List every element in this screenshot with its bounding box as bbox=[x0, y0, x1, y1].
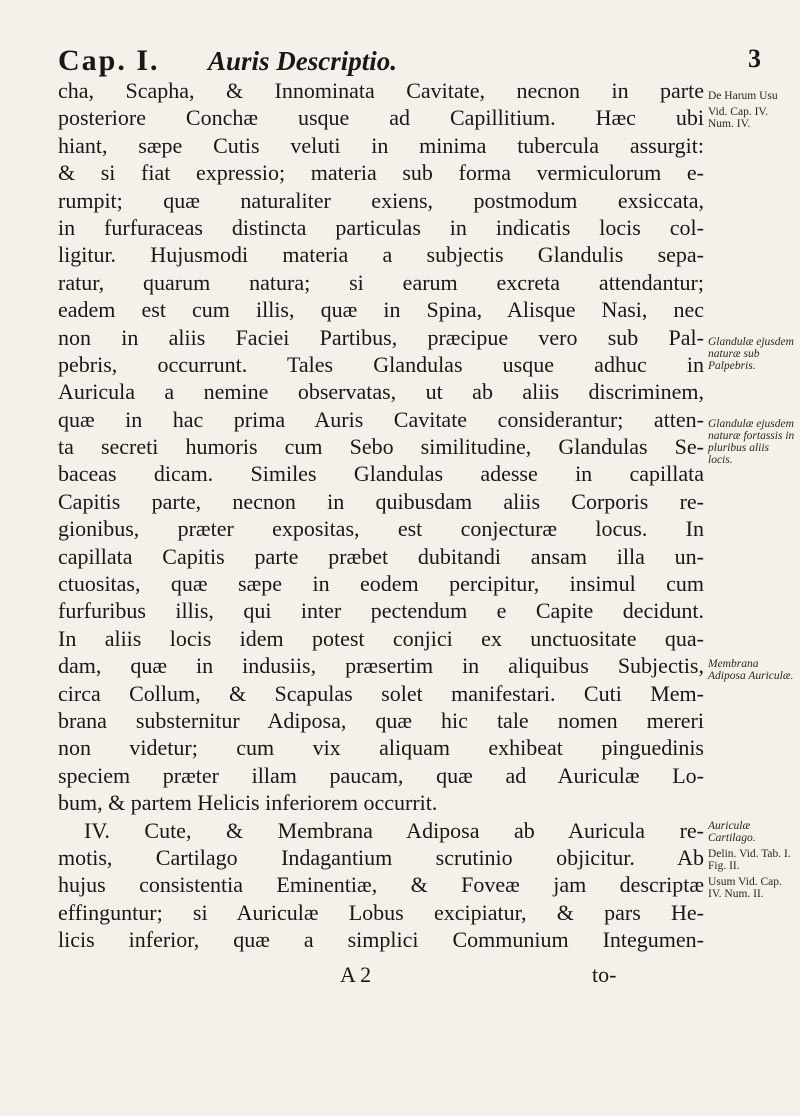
text-line: dam, quæ in indusiis, præsertim in aliquibus Subjectis, bbox=[58, 653, 704, 679]
catchword: to- bbox=[592, 962, 617, 987]
text-line: brana substernitur Adiposa, quæ hic tale nomen mereri bbox=[58, 707, 704, 733]
text-line: ta secreti humoris cum Sebo similitudine, Glandulas Se- bbox=[58, 434, 704, 460]
text-line: & si fiat expressio; materia sub forma vermiculorum e- bbox=[58, 160, 704, 186]
text-line: hujus consistentia Eminentiæ, & Foveæ jam descriptæ bbox=[58, 872, 704, 898]
text-line: in furfuraceas distincta particulas in indicatis locis col- bbox=[58, 214, 704, 240]
text-line: ligitur. Hujusmodi materia a subjectis Glandulis sepa- bbox=[58, 242, 704, 268]
section-start-line: IV. Cute, & Membrana Adiposa ab Auricula re- bbox=[84, 817, 704, 843]
text-line: furfuribus illis, qui inter pectendum e Capite decidunt. bbox=[58, 598, 704, 624]
text-line: rumpit; quæ naturaliter exiens, postmodum exsiccata, bbox=[58, 187, 704, 213]
text-line: ratur, quarum natura; si earum excreta attendantur; bbox=[58, 269, 704, 295]
margin-note: Vid. Cap. IV. Num. IV. bbox=[708, 106, 769, 130]
page-number: 3 bbox=[748, 44, 761, 73]
text-line: gionibus, præter expositas, est conjecturæ locus. In bbox=[58, 516, 704, 542]
text-line: Auricula a nemine observatas, ut ab aliis discriminem, bbox=[58, 379, 704, 405]
text-line: baceas dicam. Similes Glandulas adesse in capillata bbox=[58, 461, 704, 487]
text-line: circa Collum, & Scapulas solet manifestari. Cuti Mem- bbox=[58, 680, 704, 706]
margin-note: De Harum Usu bbox=[708, 90, 778, 102]
margin-note: Glandulæ ejusdem naturæ fortassis in pluribus aliis locis. bbox=[708, 418, 795, 466]
text-line: capillata Capitis parte præbet dubitandi ansam illa un- bbox=[58, 543, 704, 569]
margin-note: Delin. Vid. Tab. I. Fig. II. bbox=[708, 848, 791, 872]
text-line: In aliis locis idem potest conjici ex unctuositate qua- bbox=[58, 625, 704, 651]
running-title: Auris Descriptio. bbox=[208, 46, 398, 76]
text-line: hiant, sæpe Cutis veluti in minima tubercula assurgit: bbox=[58, 132, 704, 158]
margin-note: Auriculæ Cartilago. bbox=[708, 820, 756, 844]
text-line: eadem est cum illis, quæ in Spina, Alisque Nasi, nec bbox=[58, 297, 704, 323]
text-line: Capitis parte, necnon in quibusdam aliis Corporis re- bbox=[58, 488, 704, 514]
running-header bbox=[58, 44, 778, 80]
text-line: pebris, occurrunt. Tales Glandulas usque adhuc in bbox=[58, 351, 704, 377]
chapter-label: Cap. I. bbox=[58, 44, 160, 77]
margin-note: Glandulæ ejusdem naturæ sub Palpebris. bbox=[708, 336, 794, 372]
text-line: effinguntur; si Auriculæ Lobus excipiatur, & pars He- bbox=[58, 899, 704, 925]
margin-note: Membrana Adiposa Auriculæ. bbox=[708, 658, 794, 682]
text-line: speciem præter illam paucam, quæ ad Auriculæ Lo- bbox=[58, 762, 704, 788]
text-line: non in aliis Faciei Partibus, præcipue vero sub Pal- bbox=[58, 324, 704, 350]
text-line: cha, Scapha, & Innominata Cavitate, necnon in parte bbox=[58, 78, 704, 103]
main-text bbox=[58, 77, 704, 954]
text-line: ctuositas, quæ sæpe in eodem percipitur, insimul cum bbox=[58, 571, 704, 597]
margin-note: Usum Vid. Cap. IV. Num. II. bbox=[708, 876, 782, 900]
text-line: posteriore Conchæ usque ad Capillitium. Hæc ubi bbox=[58, 105, 704, 131]
text-line: motis, Cartilago Indagantium scrutinio objicitur. Ab bbox=[58, 844, 704, 870]
signature-mark: A 2 bbox=[340, 962, 372, 987]
text-line: quæ in hac prima Auris Cavitate considerantur; atten- bbox=[58, 406, 704, 432]
text-line: licis inferior, quæ a simplici Communium Integumen- bbox=[58, 927, 704, 953]
text-line: non videtur; cum vix aliquam exhibeat pinguedinis bbox=[58, 735, 704, 761]
text-line: bum, & partem Helicis inferiorem occurrit. bbox=[58, 790, 438, 816]
